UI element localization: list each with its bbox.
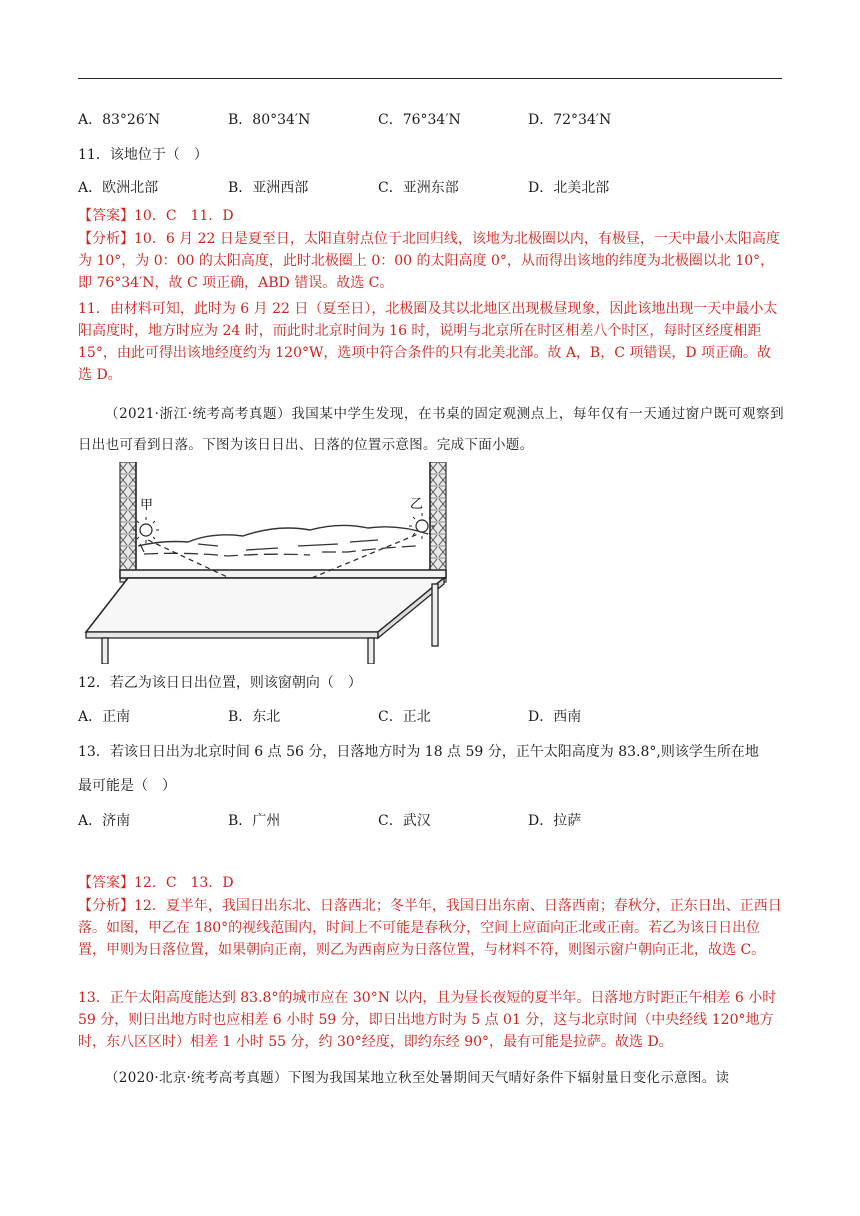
- source-2020-intro: （2020·北京·统考高考真题）下图为我国某地立秋至处暑期间天气晴好条件下辐射量日变化示意图。读: [105, 1070, 730, 1086]
- q12-option-c: C．正北: [378, 709, 431, 725]
- desk-leg: [432, 584, 438, 646]
- q13-stem-line1: 13．若该日日出为北京时间 6 点 56 分，日落地方时为 18 点 59 分，正午太阳高度为 83.8°,则该学生所在地: [78, 744, 759, 760]
- q12-option-a: A．正南: [78, 709, 131, 725]
- q12-stem: 12．若乙为该日日出位置，则该窗朝向（ ）: [78, 675, 362, 691]
- horizon-line: [138, 525, 428, 546]
- q11-stem: 11．该地位于（ ）: [78, 147, 208, 163]
- q11-option-a: A．欧洲北部: [78, 180, 159, 196]
- analysis-10-text: 10．6 月 22 日是夏至日，太阳直射点位于北回归线，该地为北极圈以内，有极昼，一天中最小太阳高度为 10°，为 0：00 的太阳高度，此时北极圈上 0：00 的太阳高度 0°，从而得出该地的纬度为北极圈以北 10°，即 76°34′N，故 C 项正确，ABD 错误。故选 C。: [78, 231, 780, 291]
- sunrise-sunset-figure: [78, 462, 458, 664]
- q13-option-b: B．广州: [228, 813, 281, 829]
- answer-text: 10．C 11．D: [134, 208, 234, 224]
- right-window-frame: [430, 462, 446, 582]
- header-rule: [78, 78, 782, 79]
- window-desk-diagram: [78, 462, 458, 664]
- analysis-13: 13．正午太阳高度能达到 83.8°的城市应在 30°N 以内，且为昼长夜短的夏半年。日落地方时距正午相差 6 小时 59 分，则日出地方时也应相差 6 小时 59 分，即日出地方时为 5 点 01 分，这与北京时间（中央经线 120°地方时，东八区区时）相差 1 小时 55 分，约 30°经度，即约东经 90°，最有可能是拉萨。故选 D。: [78, 990, 777, 1050]
- answer-text: 12．C 13．D: [134, 875, 234, 891]
- desk-leg: [102, 638, 108, 664]
- analysis-label: 【分析】: [78, 231, 134, 247]
- q13-stem-line2: 最可能是（ ）: [78, 778, 176, 794]
- left-sun-label: 甲: [140, 498, 154, 513]
- analysis-label: 【分析】: [78, 898, 134, 914]
- q13-option-a: A．济南: [78, 813, 131, 829]
- left-sun-icon: [133, 517, 159, 543]
- source-2021-intro: （2021·浙江·统考高考真题）我国某中学生发现，在书桌的固定观测点上，每年仅有一天通过窗户既可观察到日出也可看到日落。下图为该日日出、日落的位置示意图。完成下面小题。: [78, 406, 784, 453]
- analysis-11: 11．由材料可知，此时为 6 月 22 日（夏至日），北极圈及其以北地区出现极昼现象，因此该地出现一天中最小太阳高度时，地方时应为 24 时，而此时北京时间为 16 时，说明与北京所在时区相差八个时区，每时区经度相距 15°，由此可得出该地经度约为 120°W，选项中符合条件的只有北美北部。故 A，B，C 项错误，D 项正确。故选 D。: [78, 301, 778, 383]
- q11-option-b: B．亚洲西部: [228, 180, 309, 196]
- q11-option-d: D．北美北部: [528, 180, 610, 196]
- right-sun-label: 乙: [410, 497, 424, 512]
- window-sill: [120, 570, 446, 578]
- answer-12-13: [78, 873, 234, 893]
- q10-option-c: C．76°34′N: [378, 112, 461, 128]
- analysis-10: [78, 228, 784, 294]
- q13-option-d: D．拉萨: [528, 813, 582, 829]
- answer-10-11: [78, 206, 234, 226]
- q13-option-c: C．武汉: [378, 813, 431, 829]
- left-window-frame: [120, 462, 136, 582]
- q10-option-a: A．83°26′N: [78, 112, 161, 128]
- q10-option-d: D．72°34′N: [528, 112, 612, 128]
- answer-label: 【答案】: [78, 208, 134, 224]
- q10-option-b: B．80°34′N: [228, 112, 311, 128]
- analysis-12-text: 12．夏半年，我国日出东北、日落西北；冬半年，我国日出东南、日落西南；春秋分，正东日出、正西日落。如图，甲乙在 180°的视线范围内，时间上不可能是春秋分，空间上应面向正北或正南。若乙为该日日出位置，甲则为日落位置，如果朝向正南，则乙为西南应为日落位置，与材料不符，则图示窗户朝向正北，故选 C。: [78, 898, 782, 958]
- q12-option-b: B．东北: [228, 709, 281, 725]
- q12-option-d: D．西南: [528, 709, 582, 725]
- q11-option-c: C．亚洲东部: [378, 180, 459, 196]
- analysis-12: [78, 895, 784, 961]
- desk-leg: [368, 638, 374, 664]
- answer-label: 【答案】: [78, 875, 134, 891]
